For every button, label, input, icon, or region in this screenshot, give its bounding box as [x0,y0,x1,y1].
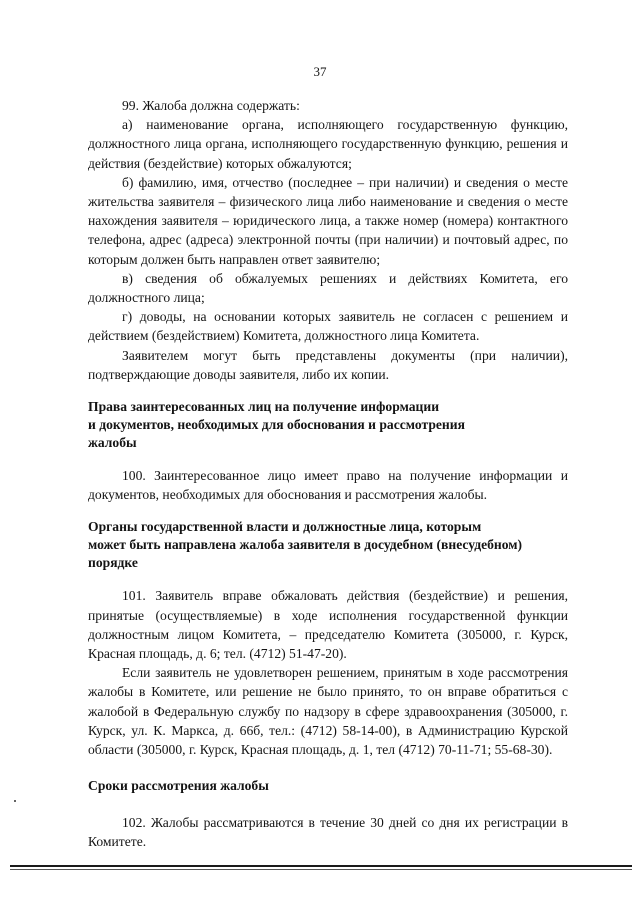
section-101-paragraph-1: 101. Заявитель вправе обжаловать действия (бездействие) и решения, принятые (осуществляемые) в ходе исполнения государственной функции должностным лицом Комитета, – председателю Комитета (305000, г. Курск, Красная площадь, д. 6; тел. (4712) 51-47-20). [88,588,568,662]
section-102: 102. Жалобы рассматриваются в течение 30 дней со дня их регистрации в Комитете. [88,815,568,850]
heading-authorities [88,518,568,572]
section-99-item-g: г) доводы, на основании которых заявитель не согласен с решением и действием (бездействием) Комитета, должностного лица Комитета. [88,309,568,344]
footer-rule [10,865,632,867]
heading-authorities-line-3: порядке [88,555,138,571]
section-99-item-a: а) наименование органа, исполняющего государственную функцию, должностного лица органа, исполняющего государственную функцию, решения и действия (бездействие) которых обжалуются; [88,117,568,171]
footer-rule-thin [10,869,632,870]
heading-rights-line-3: жалобы [88,435,137,451]
heading-rights-line-2: и документов, необходимых для обоснования и рассмотрения [88,417,465,433]
section-99-item-b: б) фамилию, имя, отчество (последнее – при наличии) и сведения о месте жительства заявителя – физического лица либо наименование и сведения о месте нахождения заявителя – юридического лица, а также номер (номера) контактного телефона, адрес (адреса) электронной почты (при наличии) и почтовый адрес, по которым должен быть направлен ответ заявителю; [88,174,568,267]
section-101-paragraph-2: Если заявитель не удовлетворен решением, принятым в ходе рассмотрения жалобы в Комитете, или решение не было принято, то он вправе обратиться с жалобой в Федеральную службу по надзору в сфере здравоохранения (305000, г. Курск, ул. К. Маркса, д. 66б, тел.: (4712) 58-14-00), в Администрацию Курской области (305000, г. Курск, Красная площадь, д. 1, тел (4712) 70-11-71; 55-68-30). [88,665,568,758]
scan-speck [14,800,16,802]
heading-authorities-line-2: может быть направлена жалоба заявителя в досудебном (внесудебном) [88,537,523,553]
heading-terms: Сроки рассмотрения жалобы [88,778,269,794]
heading-rights [88,398,568,452]
section-100: 100. Заинтересованное лицо имеет право на получение информации и документов, необходимых для обоснования и рассмотрения жалобы. [88,468,568,503]
page-number: 37 [313,64,327,79]
document-body [88,96,568,852]
heading-rights-line-1: Права заинтересованных лиц на получение информации [88,399,440,415]
section-99-item-v: в) сведения об обжалуемых решениях и действиях Комитета, его должностного лица; [88,270,568,306]
section-99-intro: 99. Жалоба должна содержать: [122,98,300,113]
section-99-documents: Заявителем могут быть представлены документы (при наличии), подтверждающие доводы заявителя, либо их копии. [88,347,568,382]
heading-authorities-line-1: Органы государственной власти и должностные лица, которым [88,519,482,535]
